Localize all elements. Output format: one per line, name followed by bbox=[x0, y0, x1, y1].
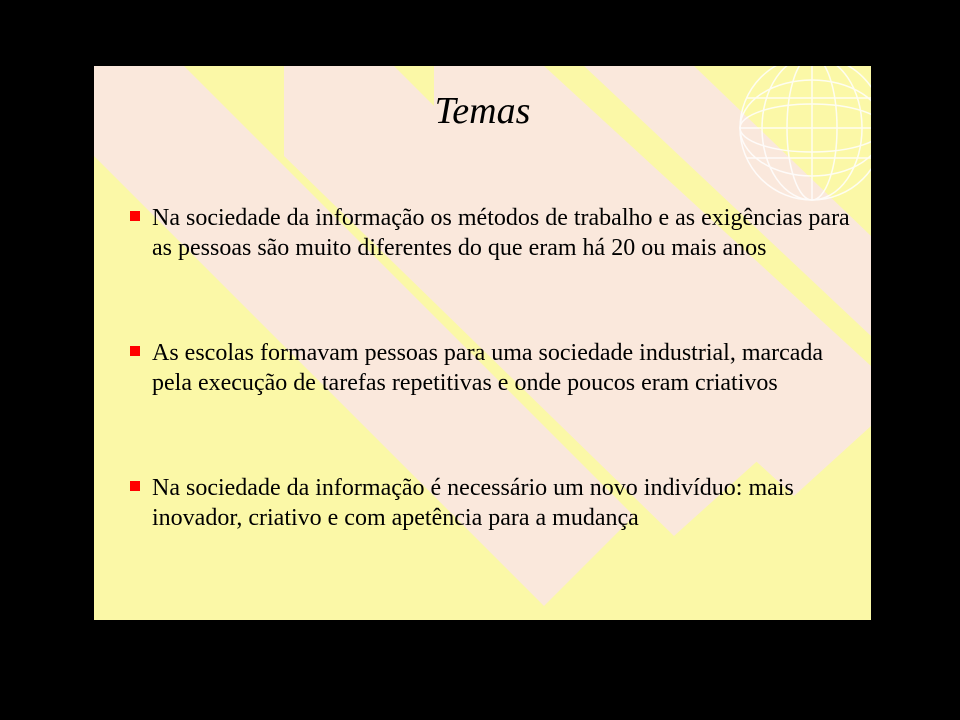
bullet-text: Na sociedade da informação é necessário um novo indivíduo: mais inovador, criativo e com apetência para a mudança bbox=[152, 475, 794, 531]
slide bbox=[94, 66, 871, 620]
bullet-text: Na sociedade da informação os métodos de trabalho e as exigências para as pessoas são muito diferentes do que eram há 20 ou mais anos bbox=[152, 205, 850, 261]
bullet-text: As escolas formavam pessoas para uma sociedade industrial, marcada pela execução de tarefas repetitivas e onde poucos eram criativos bbox=[152, 340, 824, 396]
slide-title: Temas bbox=[434, 90, 531, 132]
red-square-bullet-icon bbox=[130, 346, 140, 356]
red-square-bullet-icon bbox=[130, 211, 140, 221]
red-square-bullet-icon bbox=[130, 481, 140, 491]
